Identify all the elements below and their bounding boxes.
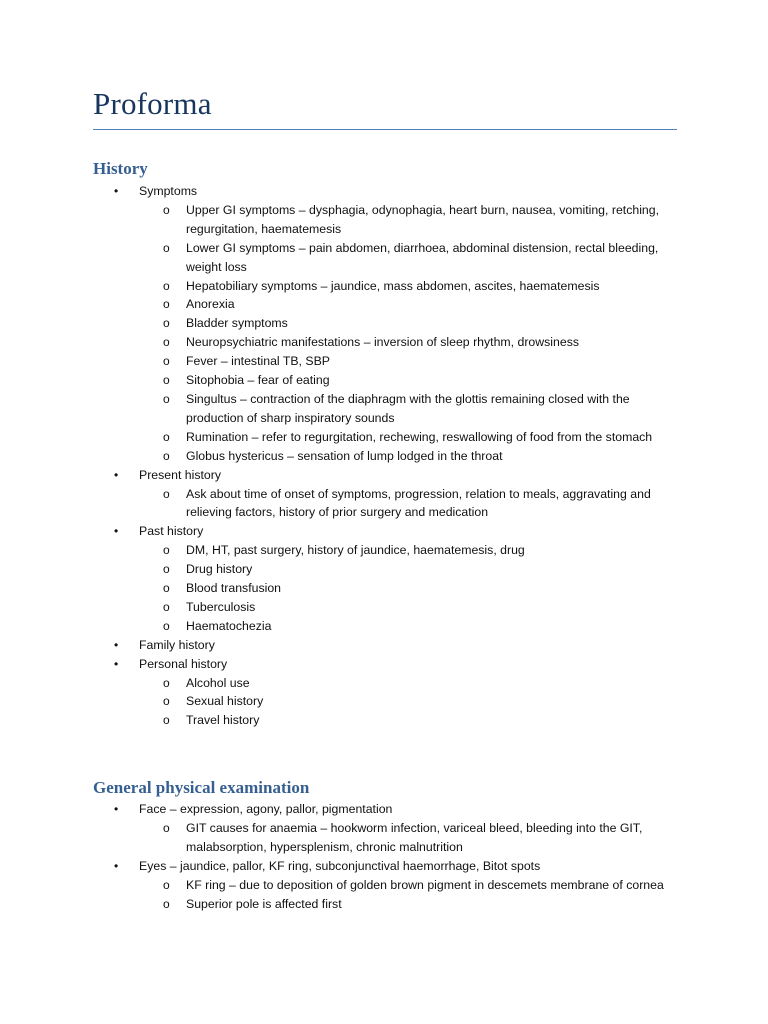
sub-bullet-marker: o — [163, 335, 170, 350]
sub-list-item-text: Singultus – contraction of the diaphragm with the glottis remaining closed with the production of sharp inspiratory sounds — [186, 391, 630, 425]
gpe-heading: General physical examination — [93, 778, 310, 797]
list-item-label: Family history — [139, 637, 215, 652]
sub-list-item — [163, 428, 670, 447]
sub-list-item-text: Tuberculosis — [186, 599, 256, 614]
sub-bullet-marker: o — [163, 391, 170, 406]
sub-list-item — [163, 239, 670, 277]
sub-list-item-text: Alcohol use — [186, 675, 250, 690]
sub-bullet-marker: o — [163, 202, 170, 217]
sub-bullet-marker: o — [163, 713, 170, 728]
list-item-label: Symptoms — [139, 184, 198, 198]
sub-list-item — [163, 692, 670, 711]
sub-bullet-marker: o — [163, 562, 170, 577]
bullet-marker: • — [114, 467, 119, 482]
sub-list-item — [163, 295, 670, 314]
sub-bullet-marker: o — [163, 877, 170, 892]
sub-list-item — [163, 617, 670, 636]
sub-list-item-text: Sitophobia – fear of eating — [186, 373, 330, 388]
gpe-list — [0, 800, 768, 913]
sub-list-item-text: Fever – intestinal TB, SBP — [186, 354, 330, 369]
sub-bullet-marker: o — [163, 316, 170, 331]
sub-list-item — [163, 598, 670, 617]
sub-list-item-text: Blood transfusion — [186, 581, 282, 596]
sub-bullet-marker: o — [163, 896, 170, 911]
history-heading: History — [93, 159, 148, 178]
bullet-marker: • — [114, 637, 119, 652]
list-item-label: Past history — [139, 524, 204, 539]
list-item — [0, 800, 669, 857]
list-item — [0, 522, 669, 635]
sub-list-item-text: Lower GI symptoms – pain abdomen, diarrhoea, abdominal distension, rectal bleeding, weight loss — [186, 240, 659, 274]
sub-list-item-text: GIT causes for anaemia – hookworm infection, variceal bleed, bleeding into the GIT, malabsorption, hypersplenism, chronic malnutrition — [186, 820, 643, 854]
sub-list-item-text: Neuropsychiatric manifestations – inversion of sleep rhythm, drowsiness — [186, 335, 579, 350]
list-item-label: Face – expression, agony, pallor, pigmentation — [139, 802, 393, 816]
sub-list-item — [163, 201, 670, 239]
sub-list-item-text: Hepatobiliary symptoms – jaundice, mass abdomen, ascites, haematemesis — [186, 278, 600, 293]
sub-bullet-marker: o — [163, 581, 170, 596]
sub-list-item-text: DM, HT, past surgery, history of jaundice, haematemesis, drug — [186, 543, 525, 558]
bullet-marker: • — [114, 184, 119, 198]
sub-list-item — [163, 895, 670, 914]
sub-list-item — [163, 390, 670, 428]
history-items — [0, 182, 768, 730]
sub-list-item — [163, 352, 670, 371]
sub-list-item-text: Bladder symptoms — [186, 316, 288, 331]
sub-list-item-text: KF ring – due to deposition of golden brown pigment in descemets membrane of cornea — [186, 877, 664, 892]
sub-list-item — [163, 485, 670, 523]
sub-list-item-text: Rumination – refer to regurgitation, rechewing, reswallowing of food from the stomach — [186, 429, 653, 444]
list-item — [0, 655, 669, 731]
sub-list — [139, 876, 669, 914]
sub-list-item-text: Ask about time of onset of symptoms, progression, relation to meals, aggravating and relieving factors, history of prior surgery and medication — [186, 486, 651, 520]
sub-list-item — [163, 541, 670, 560]
sub-bullet-marker: o — [163, 486, 170, 501]
sub-list-item-text: Drug history — [186, 562, 253, 577]
sub-list-item-text: Travel history — [186, 713, 260, 728]
sub-list-item — [163, 674, 670, 693]
sub-list-item-text: Upper GI symptoms – dysphagia, odynophagia, heart burn, nausea, vomiting, retching, regurgitation, haematemesis — [186, 202, 660, 236]
sub-bullet-marker: o — [163, 543, 170, 558]
list-item — [0, 857, 669, 914]
sub-bullet-marker: o — [163, 297, 170, 312]
sub-list-item — [163, 711, 670, 730]
sub-list — [139, 541, 669, 636]
list-item-label: Personal history — [139, 656, 228, 671]
sub-list-item — [163, 876, 670, 895]
sub-bullet-marker: o — [163, 675, 170, 690]
list-item — [0, 182, 669, 466]
sub-list-item — [163, 333, 670, 352]
sub-bullet-marker: o — [163, 278, 170, 293]
list-item-label: Eyes – jaundice, pallor, KF ring, subconjunctival haemorrhage, Bitot spots — [139, 858, 541, 873]
sub-list-item-text: Anorexia — [186, 297, 235, 312]
sub-list — [139, 201, 669, 466]
sub-bullet-marker: o — [163, 429, 170, 444]
bullet-marker: • — [114, 858, 119, 873]
list-item — [0, 636, 669, 655]
list-item-label: Present history — [139, 467, 222, 482]
history-list — [0, 182, 768, 730]
sub-list-item — [163, 314, 670, 333]
list-item — [0, 466, 669, 523]
sub-bullet-marker: o — [163, 618, 170, 633]
sub-list-item-text: Haematochezia — [186, 618, 272, 633]
page-title: Proforma — [93, 86, 212, 121]
sub-list-item-text: Globus hystericus – sensation of lump lodged in the throat — [186, 448, 503, 463]
sub-list — [139, 819, 669, 857]
title-underline — [93, 129, 677, 130]
bullet-marker: • — [114, 524, 119, 539]
gpe-items — [0, 800, 768, 913]
sub-list-item — [163, 371, 670, 390]
sub-list-item-text: Superior pole is affected first — [186, 896, 342, 911]
bullet-marker: • — [114, 656, 119, 671]
sub-list-item — [163, 560, 670, 579]
sub-bullet-marker: o — [163, 448, 170, 463]
sub-bullet-marker: o — [163, 240, 170, 255]
bullet-marker: • — [114, 802, 119, 816]
sub-list-item — [163, 447, 670, 466]
sub-list — [139, 674, 669, 731]
sub-bullet-marker: o — [163, 694, 170, 709]
sub-list-item — [163, 819, 670, 857]
sub-list-item-text: Sexual history — [186, 694, 264, 709]
sub-list-item — [163, 579, 670, 598]
sub-bullet-marker: o — [163, 354, 170, 369]
sub-bullet-marker: o — [163, 373, 170, 388]
sub-bullet-marker: o — [163, 599, 170, 614]
sub-list — [139, 485, 669, 523]
sub-bullet-marker: o — [163, 820, 170, 835]
sub-list-item — [163, 277, 670, 296]
